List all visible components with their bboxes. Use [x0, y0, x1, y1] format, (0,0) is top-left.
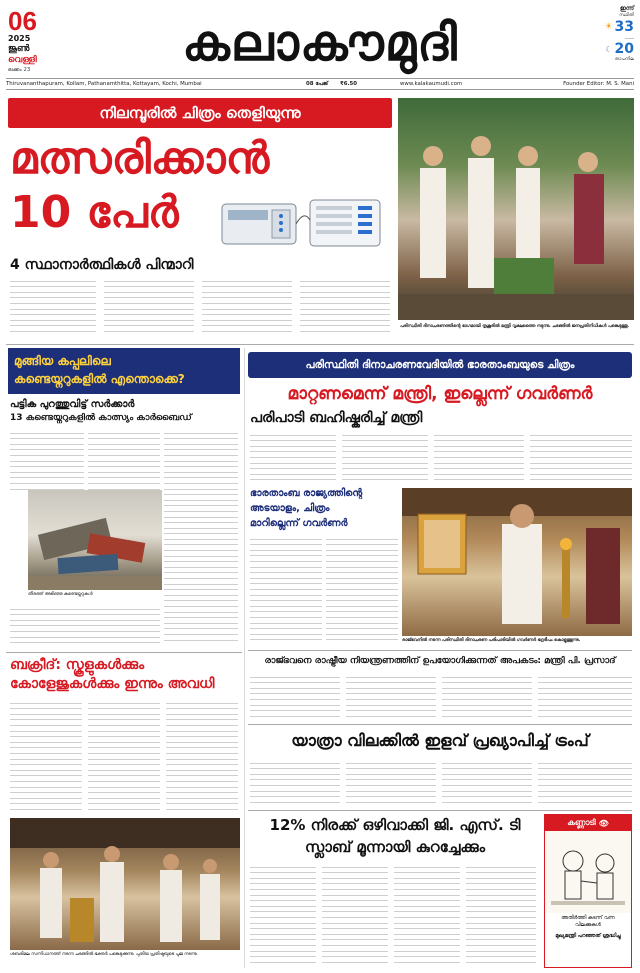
logo-text: കലാകൗമുദി [182, 14, 458, 72]
masthead [0, 0, 640, 92]
gst-headline-line-2: സ്ലാബ് മൂന്നായി കുറച്ചേക്കും [305, 838, 485, 856]
masthead-infobar [6, 78, 634, 90]
raj-bhavan-caption: രാജ്ഭവനിൽ നടന്ന പരിസ്ഥിതി ദിനാചരണ പരിപാടിയിൽ ഗവർണർ ഭദ്രദീപം കൊളുത്തുന്നു. [402, 638, 581, 643]
governor-headline: മാറ്റണമെന്ന് മന്ത്രി, ഇല്ലെന്ന് ഗവർണർ [287, 384, 593, 404]
gst-headline-line-1: 12% നിരക്ക് ഒഴിവാക്കി ജി. എസ്. ടി [269, 816, 521, 834]
kochi-body-col-3 [164, 428, 238, 648]
trump-body-col-4 [538, 758, 632, 806]
weather-box: ഇന്ന് സ്ഥിതി ☀ 33 ____ ☾ 20 താപനില [578, 4, 634, 84]
moon-icon: ☾ [605, 44, 613, 54]
newspaper-logo[interactable] [120, 10, 520, 76]
governor-side-body-1 [250, 534, 322, 644]
governor-side-body-2 [326, 534, 398, 644]
governor-side-headline [250, 486, 400, 531]
cartoon-drawing [545, 831, 631, 913]
sun-icon: ☀ [604, 22, 613, 32]
bakrid-headline-line-2: കോളേജുകൾക്കും ഇന്നും അവധി [10, 676, 215, 692]
weather-label-2: താപനില [614, 57, 634, 62]
gst-body-col-4 [466, 862, 536, 968]
trump-headline: യാത്രാ വിലക്കിൽ ഇളവ് പ്രഖ്യാപിച്ച് ട്രംപ് [291, 731, 589, 750]
cartoon-box [544, 814, 632, 968]
date-day: 06 [8, 6, 37, 36]
lead-photo-caption: പരിസ്ഥിതി ദിനാചരണത്തിന്റെ ഭാഗമായി തൃശൂരിൽ മന്ത്രി വൃക്ഷത്തൈ നടുന്നു. ചടങ്ങിൽ ജനപ്രതിനിധികൾ പങ്കെടുത്തു. [400, 324, 630, 329]
lead-headline-line-2: 10 പേർ [10, 187, 179, 238]
lead-subhead: 4 സ്ഥാനാർത്ഥികൾ പിന്മാറി [10, 257, 194, 273]
lead-headline-line-1: മത്സരിക്കാൻ [10, 133, 270, 184]
governor-bottom-col-2 [346, 672, 436, 722]
kochi-subhead-2: 13 കണ്ടെയ്നറുകളിൽ കാത്സ്യം കാർബൈഡ് [10, 413, 192, 423]
trump-body-col-1 [250, 758, 340, 806]
kochi-container-photo [28, 490, 162, 590]
bakrid-headline [10, 656, 240, 694]
cartoon-caption-2: മുഖ്യമന്ത്രി പറഞ്ഞത് ശ്രദ്ധിച്ചു [555, 933, 621, 939]
governor-side-head-2: അടയാളം, ചിത്രം [250, 503, 330, 514]
cartoon-label-bar [545, 815, 631, 831]
today-label: ഇന്ന് [620, 5, 634, 12]
editions: Thiruvananthapuram, Kollam, Pathanamthitta, Kottayam, Kochi, Mumbai [6, 81, 202, 87]
lead-kicker-bar [8, 98, 392, 128]
governor-bottom-col-4 [538, 672, 632, 722]
raj-bhavan-photo [402, 488, 632, 636]
lead-body-col-2 [104, 276, 194, 336]
date-box [8, 8, 72, 80]
lead-body-col-4 [300, 276, 390, 336]
kochi-body-col-1 [10, 428, 84, 490]
bakrid-body-col-1 [10, 698, 82, 814]
gst-headline [250, 814, 540, 858]
issue-number: ലക്കം 23 [8, 67, 31, 73]
governor-body-col-1 [250, 430, 336, 482]
founder-editor: Founder Editor: M. S. Mani [563, 81, 634, 87]
sabarimala-caption: ശബരിമല സന്നിധാനത്ത് നടന്ന ചടങ്ങിൽ ഭക്തർ പങ്കെടുക്കുന്നു. പുതിയ പ്രതിഷ്ഠയുടെ പൂജ നടന്നു. [10, 952, 198, 957]
kochi-kicker: മുങ്ങിയ കപ്പലിലെ [14, 354, 111, 368]
cartoon-caption-1: അതിർത്തി കടന്ന് വന്ന വിലക്കുകൾ [561, 915, 615, 928]
governor-bottom-col-3 [442, 672, 532, 722]
gst-body-col-1 [250, 862, 316, 968]
page-count: 08 പേജ് [306, 80, 328, 87]
governor-kicker: പരിസ്ഥിതി ദിനാചരണവേദിയിൽ ഭാരതാംബയുടെ ചിത്രം [305, 358, 575, 371]
kochi-photo-caption: തീരത്ത് അടിഞ്ഞ കണ്ടെയ്നറുകൾ [28, 592, 93, 597]
kochi-subhead: പട്ടിക പുറത്തുവിട്ട് സർക്കാർ [10, 399, 135, 410]
kochi-body-col-1b [10, 604, 160, 648]
bakrid-body-col-2 [88, 698, 160, 814]
bakrid-body-col-3 [166, 698, 238, 814]
governor-kicker-bar [248, 352, 632, 378]
eye-icon: 👁 [598, 818, 609, 828]
governor-subhead: പരിപാടി ബഹിഷ്കരിച്ച് മന്ത്രി [250, 410, 423, 426]
gst-body-col-2 [322, 862, 388, 968]
trump-body-col-2 [346, 758, 436, 806]
governor-bottom-col-1 [250, 672, 340, 722]
cartoon-label: കണ്ണാടി [567, 818, 596, 827]
date-month: ജൂൺ [8, 44, 30, 54]
governor-side-head-1: ഭാരതാംബ രാജ്യത്തിന്റെ [250, 488, 363, 499]
sabarimala-photo [10, 818, 240, 950]
lead-body-col-3 [202, 276, 292, 336]
governor-body-col-2 [342, 430, 428, 482]
date-year: 2025 [8, 34, 31, 43]
governor-side-head-3: മാറില്ലെന്ന് ഗവർണർ [250, 518, 348, 529]
lead-kicker: നിലമ്പൂരിൽ ചിത്രം തെളിയുന്നു [99, 104, 301, 122]
lead-photo [398, 98, 634, 320]
price: ₹6.50 [340, 81, 358, 87]
temp-max: 33 [614, 19, 634, 35]
kochi-headline: കണ്ടെയ്നറുകളിൽ എന്തൊക്കെ? [14, 372, 185, 386]
bakrid-headline-line-1: ബക്രീദ്: സ്കൂളുകൾക്കും [10, 657, 145, 673]
date-weekday: വെള്ളി [8, 55, 37, 65]
voting-machine-illustration [218, 190, 388, 252]
lead-body-col-1 [10, 276, 96, 336]
governor-body-col-4 [530, 430, 632, 482]
weather-label: സ്ഥിതി [619, 13, 634, 18]
temp-min: 20 [614, 41, 634, 57]
website-link[interactable]: www.kalakaumudi.com [400, 81, 463, 87]
kochi-kicker-bar [8, 348, 240, 394]
governor-body-col-3 [434, 430, 524, 482]
trump-body-col-3 [442, 758, 532, 806]
governor-bottom-headline: രാജ്ഭവനെ രാഷ്ട്രീയ നിയന്ത്രണത്തിന് ഉപയോഗിക്കുന്നത് അപകടം: മന്ത്രി പി. പ്രസാദ് [264, 656, 616, 666]
gst-body-col-3 [394, 862, 460, 968]
